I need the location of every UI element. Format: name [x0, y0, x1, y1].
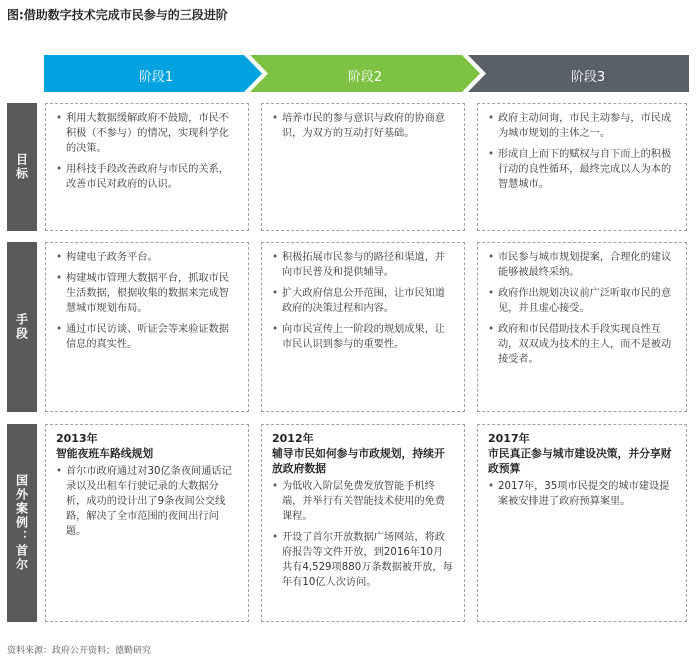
list-item: • 利用大数据缓解政府不鼓励，市民不积极（不参与）的情况，实现科学化的决策。 — [56, 111, 238, 156]
list-item: • 2017年，35项市民提交的城市建设提案被安排进了政府预算案里。 — [488, 479, 676, 509]
phase1-label: 阶段1 — [138, 70, 174, 85]
goal-cell-phase2 — [261, 103, 465, 231]
list-item: • 积极拓展市民参与的路径和渠道，并向市民普及和提供辅导。 — [272, 250, 454, 280]
list-item: • 培养市民的参与意识与政府的协商意识，为双方的互动打好基础。 — [272, 111, 454, 141]
phase2-label: 阶段2 — [347, 70, 383, 85]
goal-cell-phase1 — [45, 103, 249, 231]
list-item: • 构建城市管理大数据平台，抓取市民生活数据，根据收集的数据来完成智慧城市规划布局。 — [56, 271, 238, 316]
list-item: • 为低收入阶层免费发放智能手机终端，并举行有关智能技术使用的免费课程。 — [272, 479, 454, 524]
figure-title: 图:借助数字技术完成市民参与的三段进阶 — [7, 8, 228, 22]
means-cell-phase1 — [45, 242, 249, 412]
list-item: • 首尔市政府通过对30亿条夜间通话记录以及出租车行驶记录的大数据分析，成功的设计出了9条夜间公交线路，解决了全市范围的夜间出行问题。 — [56, 464, 238, 539]
case-cell-2017 — [477, 424, 687, 622]
list-item: • 扩大政府信息公开范围，让市民知道政府的决策过程和内容。 — [272, 286, 454, 316]
case-year: 2017年 — [488, 432, 530, 445]
row-label-means: 手段 — [7, 242, 37, 412]
list-item: • 政府作出规划决议前广泛听取市民的意见，并且虚心接受。 — [488, 286, 676, 316]
case-cell-2013 — [45, 424, 249, 622]
list-item: • 政府和市民借助技术手段实现良性互动，双双成为技术的主人，而不是被动接受者。 — [488, 322, 676, 367]
case-title: 市民真正参与城市建设决策，并分享财政预算 — [488, 447, 672, 475]
case-year: 2012年 — [272, 432, 314, 445]
list-item: • 构建电子政务平台。 — [56, 250, 238, 265]
phase3-label: 阶段3 — [570, 70, 606, 85]
list-item: • 市民参与城市规划提案，合理化的建议能够被最终采纳。 — [488, 250, 676, 280]
phase-arrow-bar — [44, 55, 689, 92]
case-title: 智能夜班车路线规划 — [56, 447, 154, 460]
source-note: 资料来源：政府公开资料；德勤研究 — [7, 646, 152, 656]
list-item: • 用科技手段改善政府与市民的关系，改善市民对政府的认识。 — [56, 162, 238, 192]
row-label-seoul-case: 国外案例：首尔 — [7, 424, 37, 622]
list-item: • 形成自上而下的赋权与自下而上的积极行动的良性循环，最终完成以人为本的智慧城市。 — [488, 147, 676, 192]
case-cell-2012 — [261, 424, 465, 622]
list-item: • 政府主动问询，市民主动参与，市民成为城市规划的主体之一。 — [488, 111, 676, 141]
list-item: • 向市民宣传上一阶段的规划成果，让市民认识到参与的重要性。 — [272, 322, 454, 352]
goal-cell-phase3 — [477, 103, 687, 231]
list-item: • 开设了首尔开放数据广场网站，将政府报告等文件开放，到2016年10月 共有4,529项880万条数据被开放，每年有10亿人次访问。 — [272, 530, 454, 590]
means-cell-phase3 — [477, 242, 687, 412]
list-item: • 通过市民访谈、听证会等来验证数据信息的真实性。 — [56, 322, 238, 352]
case-title: 辅导市民如何参与市政规划，持续开放政府数据 — [272, 447, 445, 475]
row-label-goal: 目标 — [7, 103, 37, 231]
means-cell-phase2 — [261, 242, 465, 412]
case-year: 2013年 — [56, 432, 98, 445]
